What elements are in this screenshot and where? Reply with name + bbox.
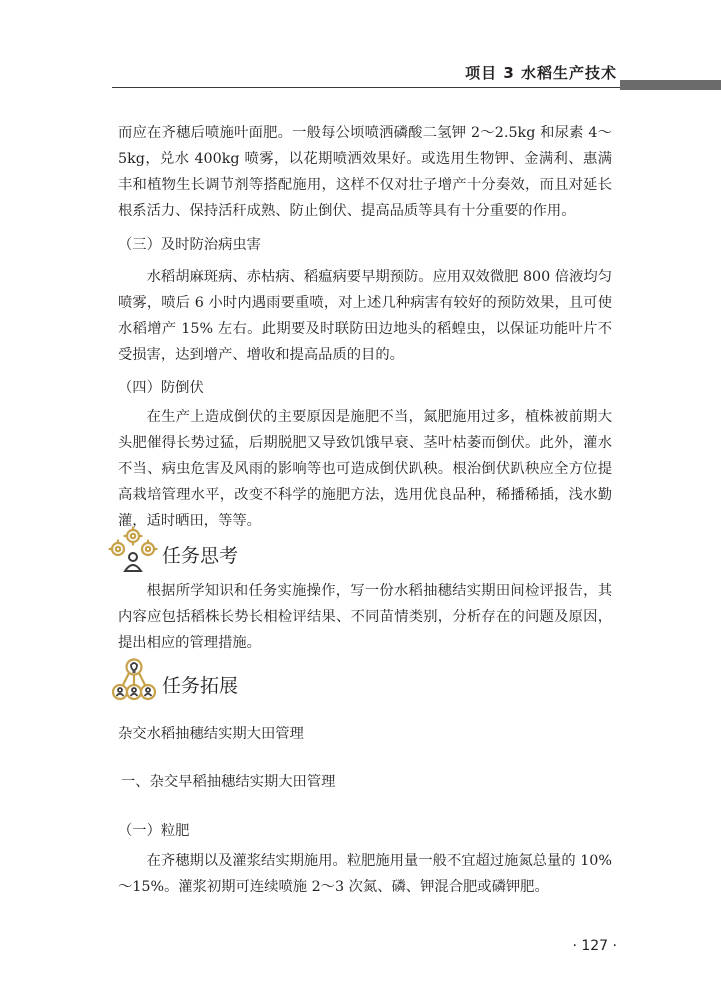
- header-title: 项目 3 水稻生产技术: [465, 64, 617, 82]
- header-tab: [620, 80, 721, 90]
- lightbulb-network-icon: [108, 656, 160, 706]
- paragraph-anti-lodging: 在生产上造成倒伏的主要原因是施肥不当，氮肥施用过多，植株被前期大头肥催得长势过猛，后期脱肥又导致饥饿早衰、茎叶枯萎而倒伏。此外，灌水不当、病虫危害及风雨的影响等也可造成倒伏趴秧。根治倒伏趴秧应全方位提高栽培管理水平，改变不科学的施肥方法，选用优良品种，稀播稀插，浅水勤灌，适时晒田，等等。: [118, 409, 612, 529]
- paragraph-grain-fertilizer: 在齐穗期以及灌浆结实期施用。粒肥施用量一般不宜超过施氮总量的 10%～15%。灌浆初期可连续喷施 2～3 次氮、磷、钾混合肥或磷钾肥。: [118, 853, 612, 895]
- page-number: · 127 ·: [572, 938, 617, 954]
- heading-anti-lodging: （四）防倒伏: [118, 380, 204, 396]
- header-rule: [112, 87, 620, 88]
- heading-grain-fertilizer: （一）粒肥: [118, 823, 190, 839]
- section-title-think: 任务思考: [162, 545, 239, 567]
- paragraph-fertilizer: 而应在齐穗后喷施叶面肥。一般每公顷喷洒磷酸二氢钾 2～2.5kg 和尿素 4～5kg，兑水 400kg 喷雾，以花期喷洒效果好。或选用生物钾、金满利、惠满丰和植物生长调节剂等搭配施用，这样不仅对壮子增产十分奏效，而且对延长根系活力、保持活秆成熟、防止倒伏、提高品质等具有十分重要的作用。: [118, 125, 612, 219]
- heading-early-hybrid-rice: 一、杂交早稻抽穗结实期大田管理: [121, 774, 336, 790]
- subtitle-hybrid-rice: 杂交水稻抽穗结实期大田管理: [118, 726, 304, 742]
- heading-pest-control: （三）及时防治病虫害: [118, 237, 261, 253]
- section-title-expand: 任务拓展: [162, 675, 239, 697]
- paragraph-think: 根据所学知识和任务实施操作，写一份水稻抽穗结实期田间检评报告，其内容应包括稻株长势长相检评结果、不同苗情类别，分析存在的问题及原因，提出相应的管理措施。: [118, 583, 612, 651]
- paragraph-pest-control: 水稻胡麻斑病、赤枯病、稻瘟病要早期预防。应用双效微肥 800 倍液均匀喷雾，喷后 6 小时内遇雨要重喷，对上述几种病害有较好的预防效果，且可使水稻增产 15% 左右。此期要及时联防田边地头的稻蝗虫，以保证功能叶片不受损害，达到增产、增收和提高品质的目的。: [118, 269, 612, 363]
- page-header: [0, 62, 721, 92]
- gears-person-icon: [108, 526, 158, 576]
